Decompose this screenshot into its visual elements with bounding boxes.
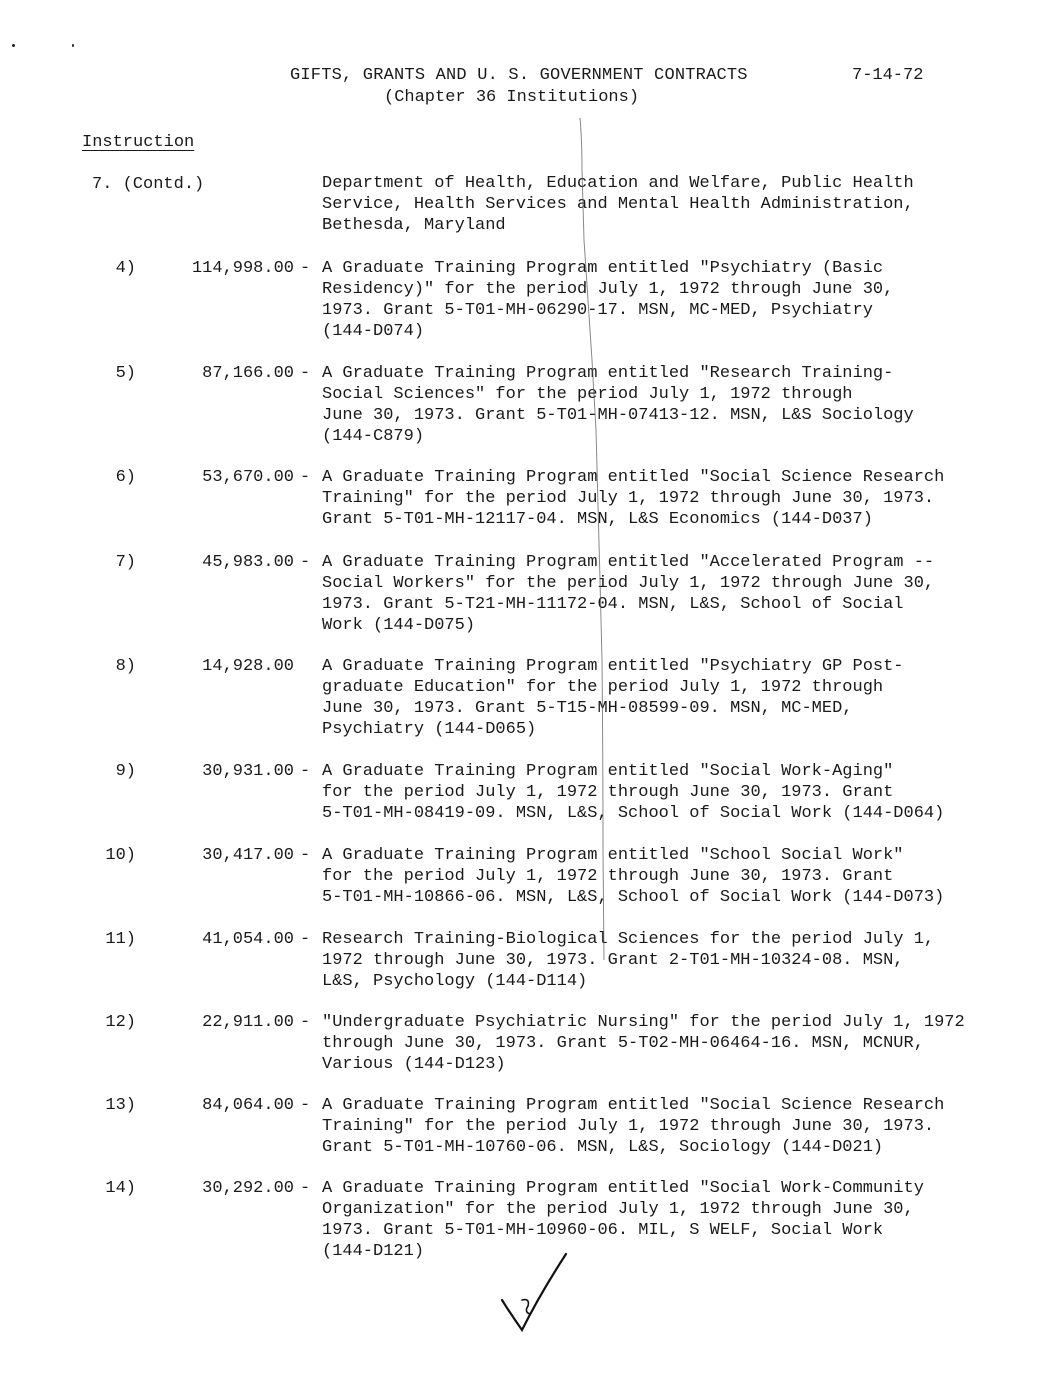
document-title: GIFTS, GRANTS AND U. S. GOVERNMENT CONTRACTS xyxy=(290,66,748,85)
entry-number: 9) xyxy=(115,762,136,781)
entry-amount: 14,928.00 xyxy=(202,657,294,676)
entry-dash: - xyxy=(300,468,311,487)
entry-number: 6) xyxy=(115,468,136,487)
entry-amount: 30,931.00 xyxy=(202,762,294,781)
entry-amount: 87,166.00 xyxy=(202,364,294,383)
entry-dash: - xyxy=(300,846,311,865)
entry-amount: 30,417.00 xyxy=(202,846,294,865)
item-label: 7. (Contd.) xyxy=(92,175,205,194)
entry-description: A Graduate Training Program entitled "Accelerated Program -- Social Workers" for the period July 1, 1972 through June 30, 1973. Grant 5-T21-MH-11172-04. MSN, L&S, School of Social Work (144-D075) xyxy=(322,553,935,635)
entry-description: A Graduate Training Program entitled "Psychiatry (Basic Residency)" for the period July 1, 1972 through June 30, 1973. Grant 5-T01-MH-06290-17. MSN, MC-MED, Psychiatry (144-D074) xyxy=(322,259,894,341)
entry-dash: - xyxy=(300,1013,311,1032)
entry-number: 7) xyxy=(115,553,136,572)
document-date: 7-14-72 xyxy=(852,66,924,85)
entry-description: A Graduate Training Program entitled "Social Work-Community Organization" for the period July 1, 1972 through June 30, 1973. Grant 5-T01-MH-10960-06. MIL, S WELF, Social Work (144-D121) xyxy=(322,1179,924,1261)
entry-description: A Graduate Training Program entitled "Social Work-Aging" for the period July 1, 1972 through June 30, 1973. Grant 5-T01-MH-08419-09. MSN, L&S, School of Social Work (144-D064) xyxy=(322,762,945,823)
entry-number: 5) xyxy=(115,364,136,383)
entry-description: "Undergraduate Psychiatric Nursing" for the period July 1, 1972 through June 30, 1973. Grant 5-T02-MH-06464-16. MSN, MCNUR, Various (144-D123) xyxy=(322,1013,965,1074)
entry-amount: 41,054.00 xyxy=(202,930,294,949)
entry-number: 14) xyxy=(105,1179,136,1198)
entry-dash: - xyxy=(300,1179,311,1198)
entry-number: 8) xyxy=(115,657,136,676)
entry-dash: - xyxy=(300,364,311,383)
entry-number: 12) xyxy=(105,1013,136,1032)
entry-description: A Graduate Training Program entitled "Research Training- Social Sciences" for the period July 1, 1972 through June 30, 1973. Grant 5-T01-MH-07413-12. MSN, L&S Sociology (144-C879) xyxy=(322,364,914,446)
entry-amount: 22,911.00 xyxy=(202,1013,294,1032)
entry-description: Research Training-Biological Sciences for the period July 1, 1972 through June 30, 1973. Grant 2-T01-MH-10324-08. MSN, L&S, Psychology (144-D114) xyxy=(322,930,935,991)
entry-dash: - xyxy=(300,930,311,949)
entry-description: A Graduate Training Program entitled "Psychiatry GP Post- graduate Education" for the period July 1, 1972 through June 30, 1973. Grant 5-T15-MH-08599-09. MSN, MC-MED, Psychiatry (144-D065) xyxy=(322,657,904,739)
entry-amount: 30,292.00 xyxy=(202,1179,294,1198)
entry-dash: - xyxy=(300,259,311,278)
entry-amount: 84,064.00 xyxy=(202,1096,294,1115)
entry-number: 4) xyxy=(115,259,136,278)
entry-dash: - xyxy=(300,553,311,572)
entry-dash: - xyxy=(300,1096,311,1115)
section-heading: Instruction xyxy=(82,133,195,152)
entry-dash: - xyxy=(300,762,311,781)
entry-description: A Graduate Training Program entitled "Social Science Research Training" for the period July 1, 1972 through June 30, 1973. Grant 5-T01-MH-12117-04. MSN, L&S Economics (144-D037) xyxy=(322,468,945,529)
entry-number: 11) xyxy=(105,930,136,949)
entry-amount: 45,983.00 xyxy=(202,553,294,572)
agency-name: Department of Health, Education and Welfare, Public Health Service, Health Services and Mental Health Administration, Bethesda, Maryland xyxy=(322,174,914,235)
entry-description: A Graduate Training Program entitled "Social Science Research Training" for the period July 1, 1972 through June 30, 1973. Grant 5-T01-MH-10760-06. MSN, L&S, Sociology (144-D021) xyxy=(322,1096,945,1157)
document-subtitle: (Chapter 36 Institutions) xyxy=(384,88,640,107)
entry-number: 10) xyxy=(105,846,136,865)
entry-amount: 114,998.00 xyxy=(191,259,294,278)
entry-number: 13) xyxy=(105,1096,136,1115)
entry-amount: 53,670.00 xyxy=(202,468,294,487)
entry-description: A Graduate Training Program entitled "School Social Work" for the period July 1, 1972 through June 30, 1973. Grant 5-T01-MH-10866-06. MSN, L&S, School of Social Work (144-D073) xyxy=(322,846,945,907)
